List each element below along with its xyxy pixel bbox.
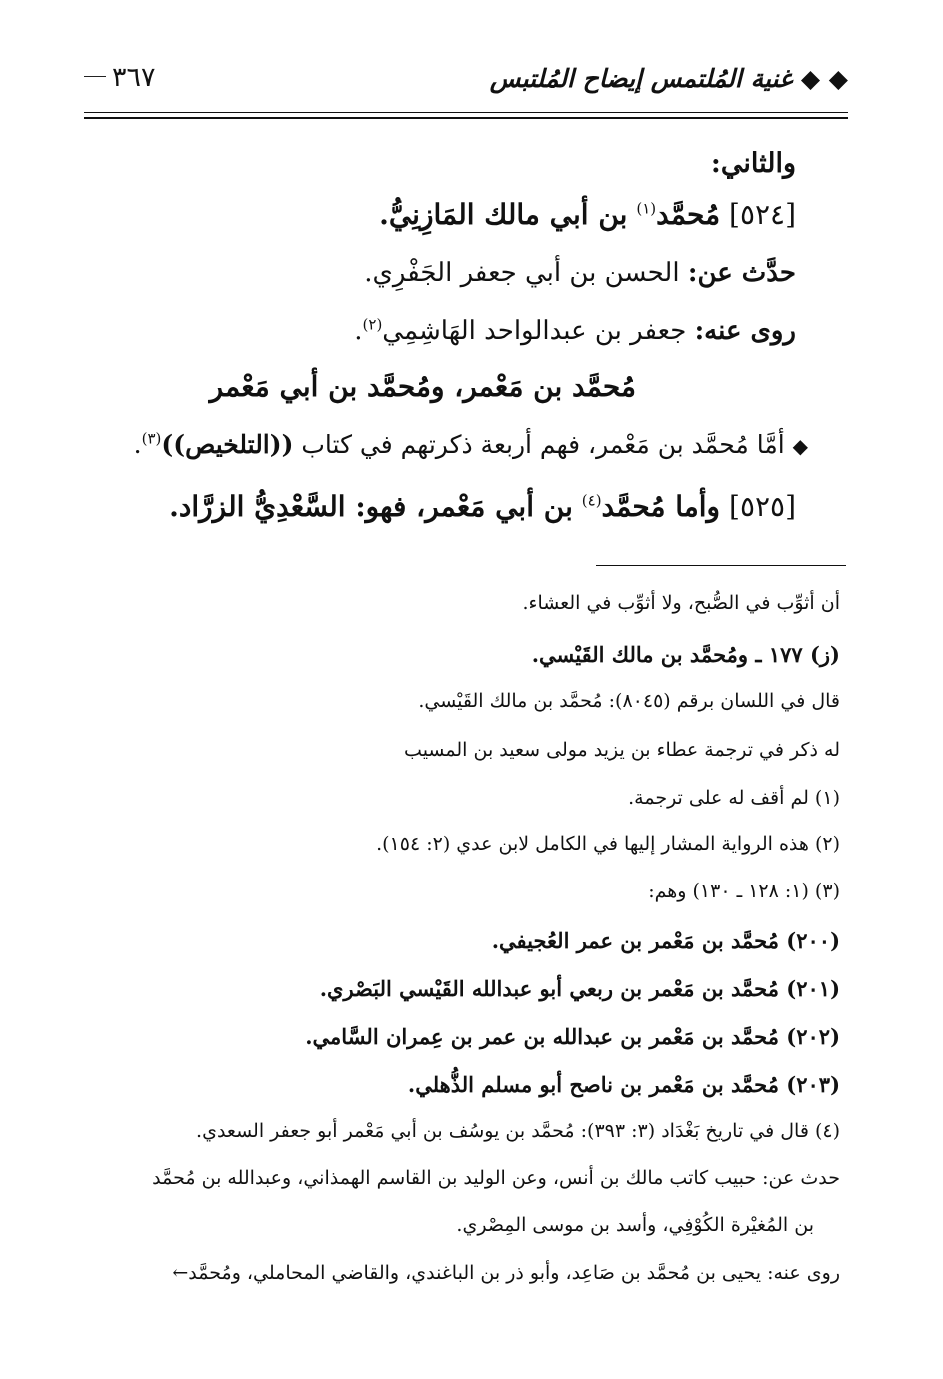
book-reference: ((التلخيص)) bbox=[161, 430, 294, 459]
entry-name-rest: بن أبي مالك المَازِنِيُّ. bbox=[379, 198, 628, 231]
footnote-ref: (١) bbox=[636, 199, 657, 218]
footnote-line: حدث عن: حبيب كاتب مالك بن أنس، وعن الوليد بن القاسم الهمذاني، وعبدالله بن مُحمَّد bbox=[152, 1167, 840, 1189]
footnote-ref: (٢) bbox=[362, 315, 383, 334]
narrated-from-label: حدَّث عن: bbox=[687, 258, 796, 288]
footnote-line: بن المُغيْرة الكُوْفِي، وأسد بن موسى المِصْري. bbox=[456, 1214, 814, 1236]
footnote-separator bbox=[596, 565, 846, 566]
footnote-line: أن أثوِّب في الصُّبح، ولا أثوِّب في العشاء. bbox=[522, 592, 840, 614]
page-number: ٣٦٧ bbox=[112, 62, 156, 93]
entry-number: [٥٢٥] bbox=[729, 490, 796, 523]
entry-524 bbox=[379, 198, 796, 231]
footnote-line: (ز) ١٧٧ ـ ومُحمَّد بن مالك القَيْسي. bbox=[531, 642, 840, 667]
entry-text-rest: بن أبي مَعْمر، فهو: السَّعْدِيُّ الزرَّاد. bbox=[169, 490, 573, 523]
line-end: . bbox=[354, 316, 363, 346]
diamond-marker: ◆ bbox=[792, 434, 808, 458]
footnote-ref: (٤) bbox=[581, 491, 602, 510]
header-rule bbox=[84, 112, 848, 119]
narrated-by-text: جعفر بن عبدالواحد الهَاشِمِي bbox=[382, 316, 687, 346]
footnote-line: (٢٠٣) مُحمَّد بن مَعْمر بن ناصح أبو مسلم الذُّهلي. bbox=[407, 1072, 840, 1097]
line-end: . bbox=[133, 430, 142, 459]
footnote-line: (٢٠١) مُحمَّد بن مَعْمر بن ربعي أبو عبدالله القَيْسي البَصْري. bbox=[319, 976, 840, 1001]
footnote-line: روى عنه: يحيى بن مُحمَّد بن صَاعِد، وأبو ذر بن الباغندي، والقاضي المحاملي، ومُحمَّد← bbox=[172, 1262, 840, 1284]
footnote-line: له ذكر في ترجمة عطاء بن يزيد مولى سعيد بن المسيب bbox=[404, 739, 840, 761]
running-header bbox=[84, 62, 848, 102]
footnote-line: (٣) (١: ١٢٨ ـ ١٣٠) وهم: bbox=[648, 880, 840, 902]
footnote-line: (٢) هذه الرواية المشار إليها في الكامل لابن عدي (٢: ١٥٤). bbox=[376, 833, 840, 855]
narrated-by-label: روى عنه: bbox=[694, 316, 796, 346]
narrated-by-line bbox=[354, 316, 796, 346]
narrated-from-text: الحسن بن أبي جعفر الجَفْرِي. bbox=[364, 258, 680, 288]
book-title: ◆ ◆ غنية المُلتمس إيضاح المُلتبس bbox=[489, 64, 848, 93]
paragraph-text: أمَّا مُحمَّد بن مَعْمر، فهم أربعة ذكرتهم في كتاب bbox=[301, 430, 785, 459]
section-label: والثاني: bbox=[710, 148, 796, 179]
entry-525 bbox=[169, 490, 796, 523]
footnote-line: (٤) قال في تاريخ بَغْدَاد (٣: ٣٩٣): مُحمَّد بن يوسُف بن أبي مَعْمر أبو جعفر السعدي. bbox=[196, 1120, 840, 1142]
intro-paragraph bbox=[134, 430, 808, 459]
section-heading: مُحمَّد بن مَعْمر، ومُحمَّد بن أبي مَعْمر bbox=[209, 370, 636, 403]
footnote-line: (١) لم أقف له على ترجمة. bbox=[628, 787, 840, 809]
footnote-ref: (٣) bbox=[141, 429, 162, 448]
footnote-line: (٢٠٢) مُحمَّد بن مَعْمر بن عبدالله بن عمر بن عِمران السَّامي. bbox=[305, 1024, 840, 1049]
footnote-line: قال في اللسان برقم (٨٠٤٥): مُحمَّد بن مالك القَيْسي. bbox=[418, 690, 840, 712]
entry-text: وأما مُحمَّد bbox=[601, 490, 721, 523]
footnote-line: (٢٠٠) مُحمَّد بن مَعْمر بن عمر العُجيفي. bbox=[491, 928, 840, 953]
entry-name: مُحمَّد bbox=[656, 198, 721, 231]
header-dash bbox=[84, 76, 106, 77]
narrated-from-line bbox=[364, 258, 796, 288]
entry-number: [٥٢٤] bbox=[729, 198, 796, 231]
